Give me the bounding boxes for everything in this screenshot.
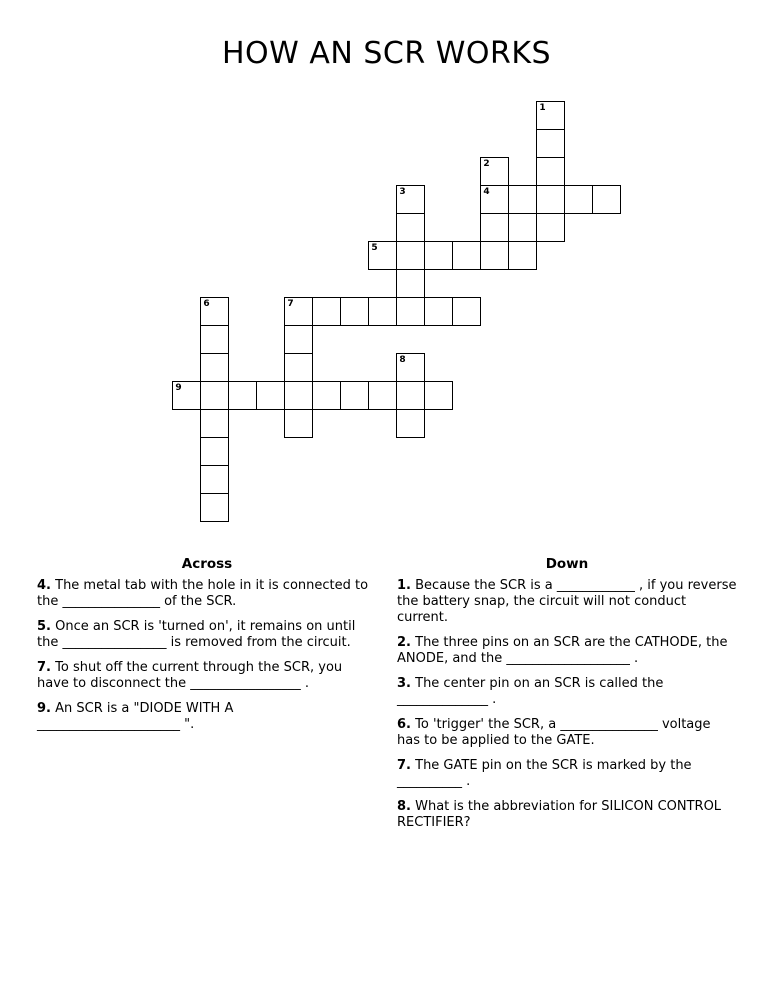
clue-down-8: [397, 799, 737, 831]
clue-across-5: [37, 619, 377, 651]
clue-number: 2.: [397, 635, 411, 650]
grid-cell[interactable]: [508, 241, 537, 270]
clue-down-3: [397, 676, 737, 708]
grid-cell[interactable]: [368, 241, 397, 270]
grid-cell[interactable]: [480, 157, 509, 186]
grid-cell[interactable]: [564, 185, 593, 214]
grid-cell[interactable]: [200, 409, 229, 438]
clue-number: 3.: [397, 676, 411, 691]
grid-cell[interactable]: [536, 101, 565, 130]
grid-cell[interactable]: [228, 381, 257, 410]
grid-cell[interactable]: [200, 325, 229, 354]
clue-number: 1.: [397, 578, 411, 593]
grid-cell[interactable]: [200, 493, 229, 522]
grid-cell[interactable]: [424, 241, 453, 270]
grid-cell[interactable]: [284, 297, 313, 326]
grid-cell[interactable]: [480, 185, 509, 214]
across-clues: [37, 556, 377, 742]
clue-text: An SCR is a "DIODE WITH A ______________________ ".: [37, 701, 234, 732]
clue-number: 5.: [37, 619, 51, 634]
grid-cell[interactable]: [536, 185, 565, 214]
clue-number: 7.: [37, 660, 51, 675]
grid-cell[interactable]: [396, 241, 425, 270]
clue-number: 6.: [397, 717, 411, 732]
grid-cell[interactable]: [396, 381, 425, 410]
grid-cell[interactable]: [480, 241, 509, 270]
clue-across-4: [37, 578, 377, 610]
grid-cell[interactable]: [312, 297, 341, 326]
grid-cell[interactable]: [368, 381, 397, 410]
grid-cell[interactable]: [480, 213, 509, 242]
cell-number: 1: [539, 103, 546, 114]
grid-cell[interactable]: [396, 269, 425, 298]
clue-text: Once an SCR is 'turned on', it remains on until the ________________ is removed from the circuit.: [37, 619, 356, 650]
grid-cell[interactable]: [284, 353, 313, 382]
grid-cell[interactable]: [536, 129, 565, 158]
clue-down-6: [397, 717, 737, 749]
down-heading: Down: [545, 556, 589, 572]
grid-cell[interactable]: [452, 241, 481, 270]
cell-number: 5: [371, 243, 378, 254]
grid-cell[interactable]: [200, 353, 229, 382]
across-heading: Across: [181, 556, 233, 572]
cell-number: 9: [175, 383, 182, 394]
clue-number: 9.: [37, 701, 51, 716]
grid-cell[interactable]: [508, 185, 537, 214]
grid-cell[interactable]: [284, 409, 313, 438]
grid-cell[interactable]: [396, 409, 425, 438]
clue-across-9: [37, 701, 377, 733]
grid-cell[interactable]: [340, 297, 369, 326]
grid-cell[interactable]: [200, 381, 229, 410]
down-clues: [397, 556, 737, 840]
clue-text: To shut off the current through the SCR, you have to disconnect the _________________ .: [37, 660, 343, 691]
clue-text: The metal tab with the hole in it is connected to the _______________ of the SCR.: [37, 578, 369, 609]
clue-number: 8.: [397, 799, 411, 814]
clue-number: 4.: [37, 578, 51, 593]
cell-number: 7: [287, 299, 294, 310]
clue-number: 7.: [397, 758, 411, 773]
clue-across-7: [37, 660, 377, 692]
grid-cell[interactable]: [396, 297, 425, 326]
grid-cell[interactable]: [172, 381, 201, 410]
clue-text: The three pins on an SCR are the CATHODE, the ANODE, and the ___________________ .: [397, 635, 728, 666]
grid-cell[interactable]: [368, 297, 397, 326]
clue-text: Because the SCR is a ____________ , if you reverse the battery snap, the circuit will not conduct current.: [397, 578, 737, 625]
grid-cell[interactable]: [424, 381, 453, 410]
grid-cell[interactable]: [536, 157, 565, 186]
grid-cell[interactable]: [284, 381, 313, 410]
grid-cell[interactable]: [536, 213, 565, 242]
grid-cell[interactable]: [452, 297, 481, 326]
grid-cell[interactable]: [396, 185, 425, 214]
grid-cell[interactable]: [200, 297, 229, 326]
grid-cell[interactable]: [200, 465, 229, 494]
clue-down-7: [397, 758, 737, 790]
clue-text: What is the abbreviation for SILICON CONTROL RECTIFIER?: [397, 799, 722, 830]
grid-cell[interactable]: [592, 185, 621, 214]
clue-text: To 'trigger' the SCR, a _______________ voltage has to be applied to the GATE.: [397, 717, 711, 748]
grid-cell[interactable]: [424, 297, 453, 326]
page-title: HOW AN SCR WORKS: [221, 36, 552, 71]
cell-number: 4: [483, 187, 490, 198]
grid-cell[interactable]: [284, 325, 313, 354]
grid-cell[interactable]: [396, 213, 425, 242]
grid-cell[interactable]: [200, 437, 229, 466]
cell-number: 6: [203, 299, 210, 310]
grid-cell[interactable]: [396, 353, 425, 382]
cell-number: 2: [483, 159, 490, 170]
clue-down-2: [397, 635, 737, 667]
clue-down-1: [397, 578, 737, 626]
grid-cell[interactable]: [340, 381, 369, 410]
cell-number: 3: [399, 187, 406, 198]
clue-text: The center pin on an SCR is called the ______________ .: [397, 676, 664, 707]
cell-number: 8: [399, 355, 406, 366]
grid-cell[interactable]: [312, 381, 341, 410]
grid-cell[interactable]: [256, 381, 285, 410]
clue-text: The GATE pin on the SCR is marked by the __________ .: [397, 758, 692, 789]
